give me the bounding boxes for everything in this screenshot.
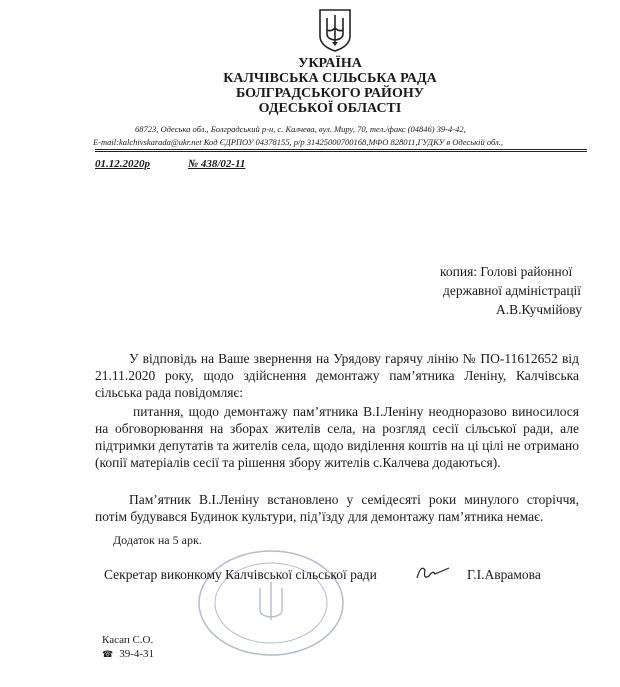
executor-phone-row <box>102 648 154 660</box>
executor-name: Касап С.О. <box>102 634 154 646</box>
registration-date: 01.12.2020р <box>95 158 150 170</box>
signatory-name: Г.І.Аврамова <box>467 567 541 582</box>
body-paragraph-3: Пам’ятник В.І.Леніну встановлено у семідесяті роки минулого сторіччя, потім будувався Будинок культури, під’їзду для демонтажу пам’ятника немає. <box>95 492 579 524</box>
body-paragraph-1: У відповідь на Ваше звернення на Урядову гарячу лінію № ПО-11612652 від 21.11.2020 року, щодо здійснення демонтажу пам’ятника Леніну, Калчівська сільська рада повідомляє: <box>95 351 579 400</box>
recipient-line-1: копия: Голові районної <box>440 264 573 279</box>
round-seal-stamp <box>196 548 346 658</box>
letterhead-district: БОЛГРАДСЬКОГО РАЙОНУ <box>235 86 424 101</box>
letterhead-region: ОДЕСЬКОЇ ОБЛАСТІ <box>258 101 402 116</box>
letterhead-country: УКРАЇНА <box>298 56 362 71</box>
signatory-position: Секретар виконкому Калчівської сільської ради <box>104 567 377 582</box>
recipient-line-2: державної адміністрації <box>443 283 582 298</box>
executor-phone: 39-4-31 <box>119 648 155 660</box>
trident-coat-of-arms-icon <box>318 8 352 52</box>
letterhead-council: КАЛЧІВСЬКА СІЛЬСЬКА РАДА <box>223 71 437 86</box>
letterhead-address: 68723, Одеська обл., Болградський р-н, с. Калчева, вул. Миру, 70, тел./факс (04846) 39-4-42, <box>135 124 466 134</box>
registration-number: № 438/02-11 <box>188 158 246 170</box>
phone-icon: ☎ <box>102 649 114 659</box>
letterhead-divider <box>95 149 587 150</box>
body-paragraph-2: питання, щодо демонтажу пам’ятника В.І.Леніну неодноразово виносилося на обговорювання на зборах жителів села, на розгляд сесії сільської ради, але підтримки депутатів та жителів села, щодо виділення коштів на ці цілі не отримано (копії матеріалів сесії та рішення збору жителів с.Калчева додаються). <box>95 404 579 470</box>
handwritten-signature <box>413 560 451 584</box>
recipient-line-3: А.В.Кучмійову <box>496 302 582 317</box>
letterhead-email-bank: E-mail:kalchivskarada@ukr.net Код ЄДРПОУ 04378155, р/р 31425000700168,МФО 828011,ГУДКУ в Одеській обл., <box>93 137 503 147</box>
attachment-note: Додаток на 5 арк. <box>113 533 202 547</box>
letterhead-divider-2 <box>95 151 587 152</box>
